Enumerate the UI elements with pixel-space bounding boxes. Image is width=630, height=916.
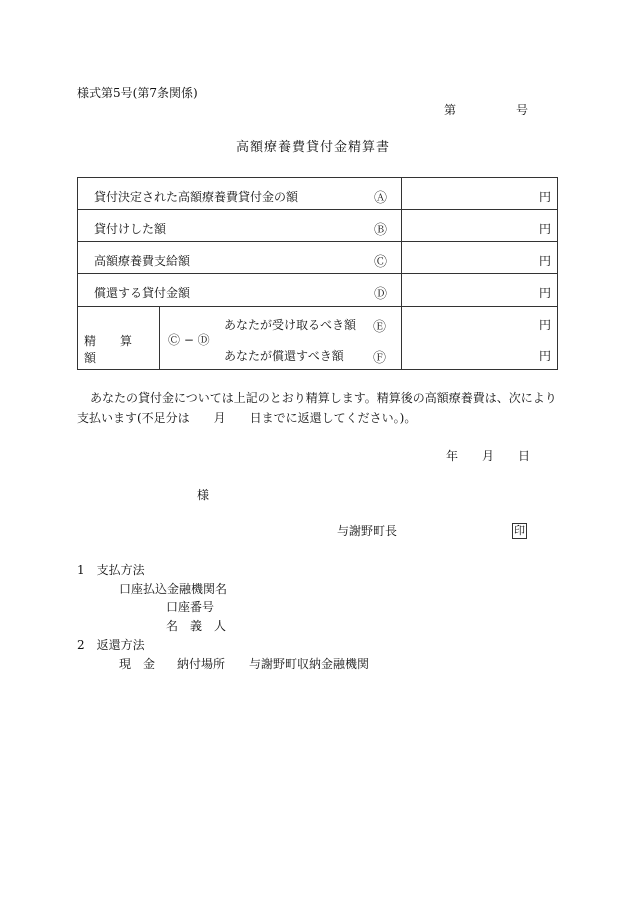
settlement-row: [78, 306, 558, 369]
section-repayment-heading: 2 返還方法: [77, 638, 145, 652]
seal-text: 印: [514, 524, 525, 537]
row-label: 貸付けした額: [94, 222, 167, 237]
row-label: 高額療養費支給額: [94, 254, 191, 269]
symbol-b: Ⓑ: [374, 223, 388, 239]
yen-unit: 円: [538, 222, 551, 237]
cash-label: 現 金: [119, 657, 156, 671]
yen-unit: 円: [538, 254, 551, 269]
account-number-label: 口座番号: [166, 600, 215, 614]
settlement-label: 精 算 額: [84, 333, 157, 365]
symbol-e: Ⓔ: [373, 319, 387, 335]
form-number: 様式第5号(第7条関係): [77, 86, 198, 100]
issuer-name: 与謝野町長: [337, 524, 398, 538]
yen-unit: 円: [538, 348, 551, 363]
settlement-formula: Ⓒ − Ⓓ: [168, 332, 210, 347]
yen-unit: 円: [538, 190, 551, 204]
table-row: [78, 242, 558, 274]
row-label: 償還する貸付金額: [94, 286, 191, 301]
table-row: [78, 210, 558, 242]
yen-unit: 円: [538, 317, 551, 332]
account-holder-label: 名 義 人: [166, 619, 227, 633]
notice-line-1: あなたの貸付金については上記のとおり精算します。精算後の高額療養費は、次により: [90, 391, 557, 405]
date-line: 年 月 日: [446, 449, 531, 463]
settlement-table: [77, 177, 558, 370]
addressee-honorific: 様: [197, 488, 210, 502]
table-row: [78, 178, 558, 210]
symbol-f: Ⓕ: [373, 350, 387, 366]
table-row: [78, 274, 558, 306]
symbol-c: Ⓒ: [374, 255, 388, 271]
yen-unit: 円: [538, 286, 551, 301]
document-title: 高額療養費貸付金精算書: [236, 140, 391, 155]
symbol-a: Ⓐ: [374, 191, 388, 206]
payment-place-label: 納付場所: [177, 657, 226, 671]
notice-line-2: 支払います(不足分は 月 日までに返還してください。)。: [77, 411, 417, 425]
receive-amount-label: あなたが受け取るべき額: [224, 317, 357, 332]
seal-mark: [512, 523, 527, 539]
row-label: 貸付決定された高額療養費貸付金の額: [94, 190, 299, 204]
document-number: 第 号: [444, 103, 529, 117]
repay-amount-label: あなたが償還すべき額: [224, 348, 344, 363]
section-payment-heading: 1 支払方法: [77, 563, 145, 577]
payment-place-value: 与謝野町収納金融機関: [249, 657, 370, 671]
symbol-d: Ⓓ: [374, 287, 388, 303]
bank-name-label: 口座払込金融機関名: [119, 582, 228, 596]
